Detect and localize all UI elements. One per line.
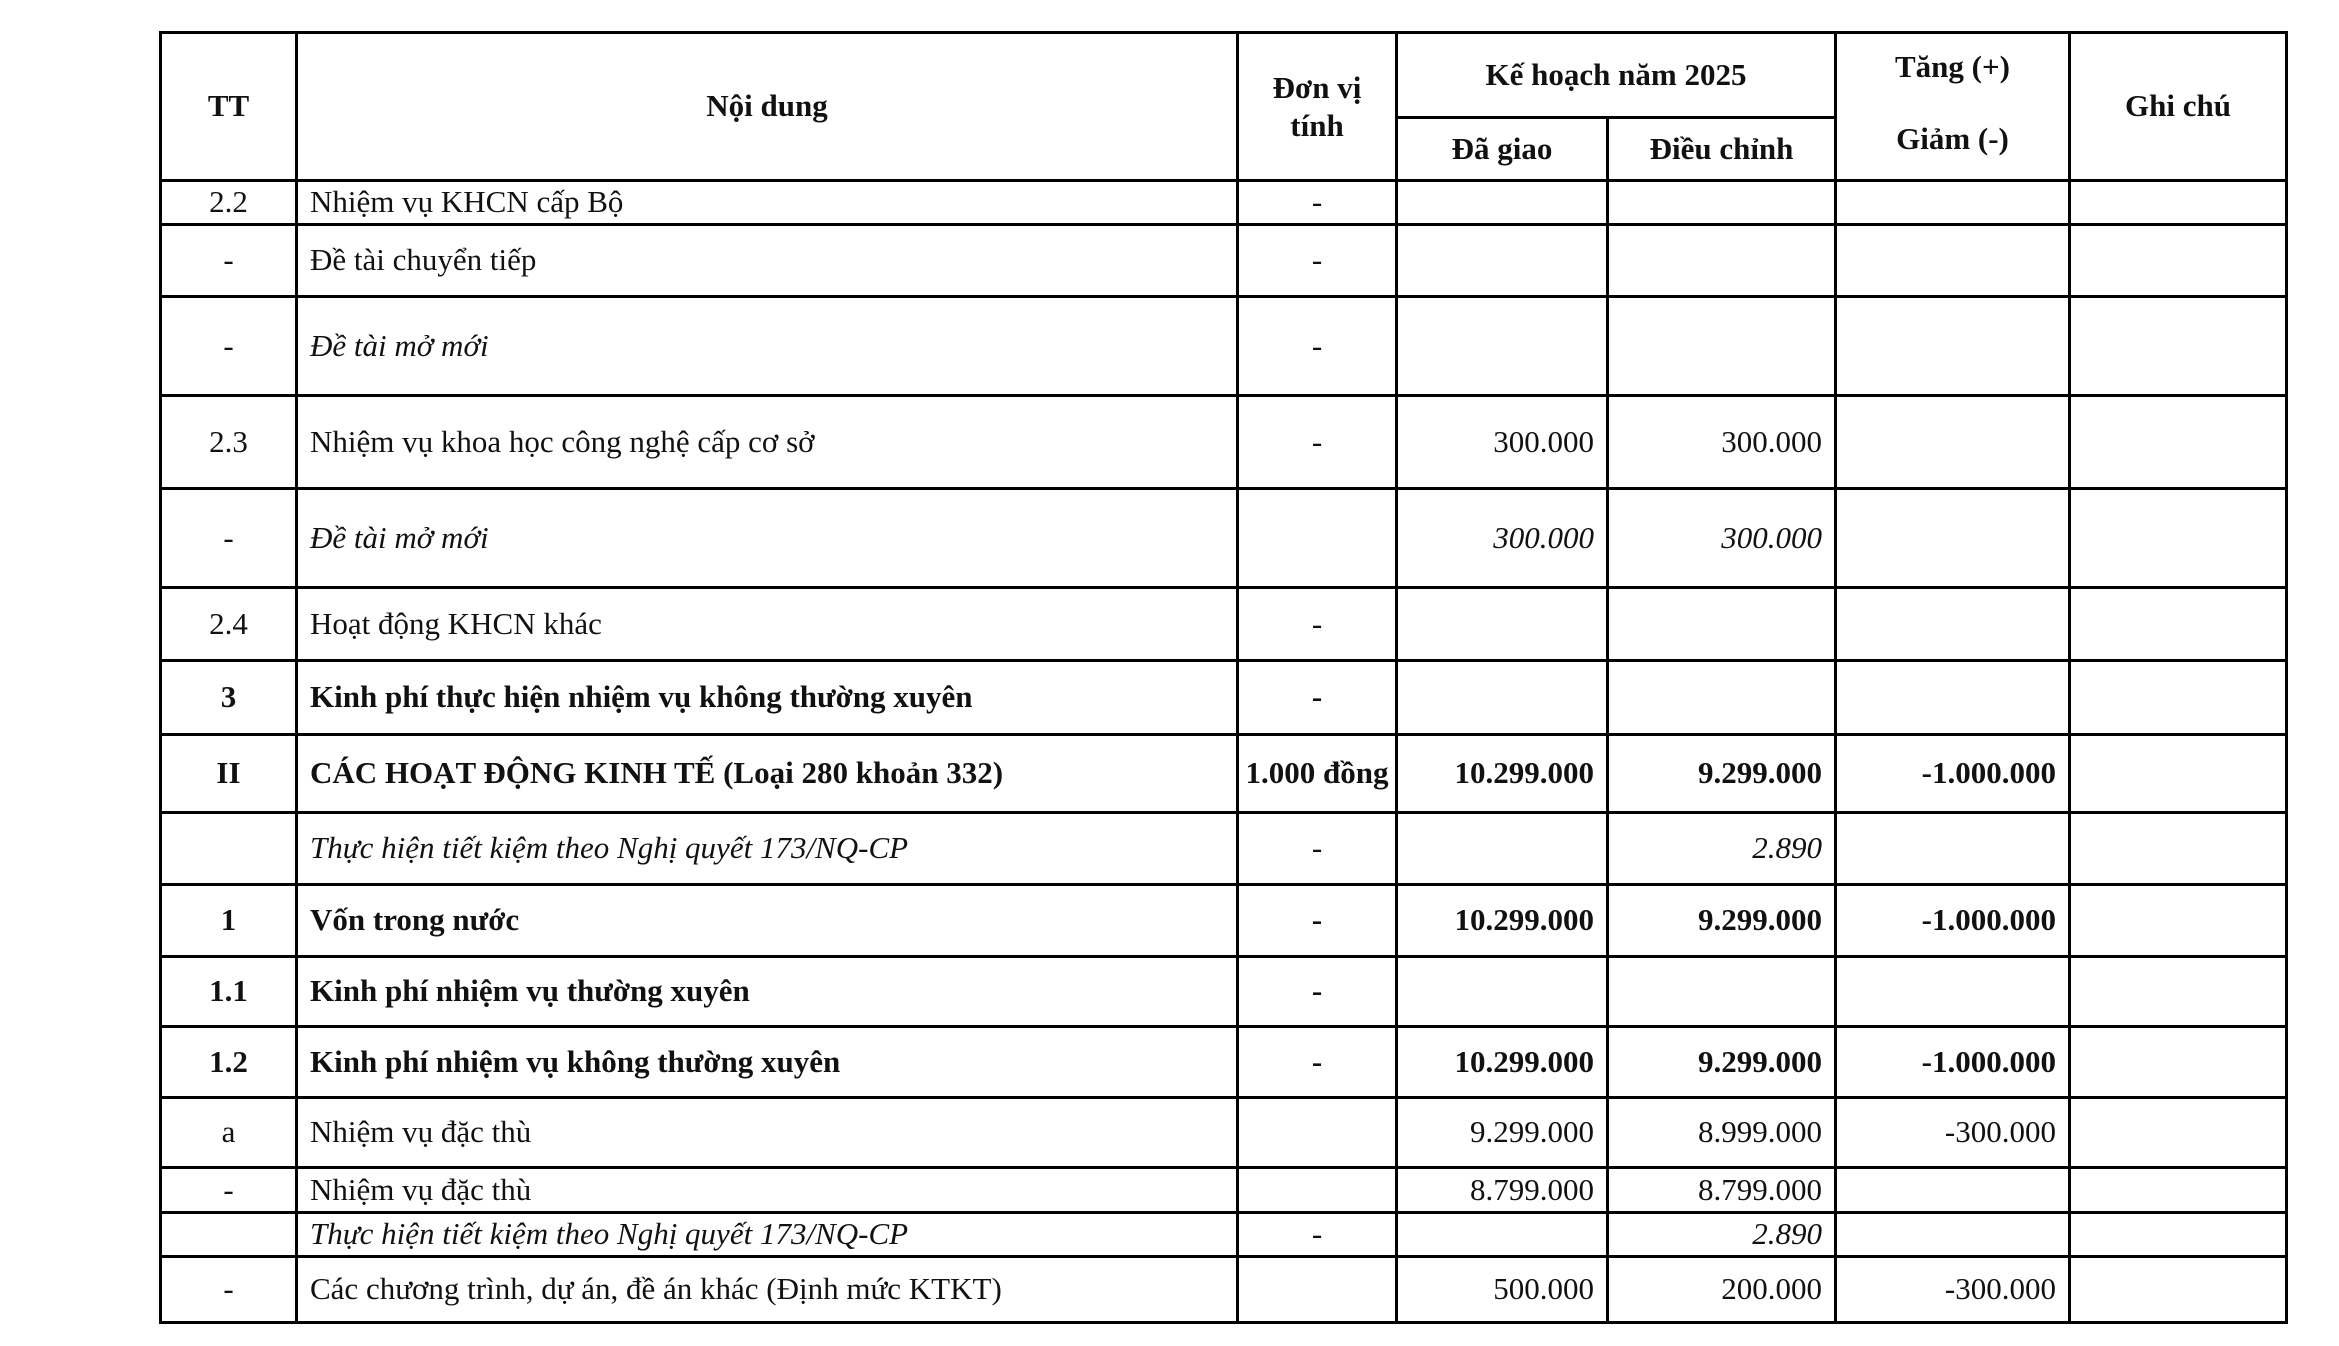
row-tt: 1.1 [161, 957, 297, 1027]
row-change: -300.000 [1836, 1257, 2070, 1323]
row-content: Nhiệm vụ KHCN cấp Bộ [297, 181, 1238, 225]
row-content: Đề tài mở mới [297, 489, 1238, 588]
row-content: Vốn trong nước [297, 885, 1238, 957]
row-tt: 1.2 [161, 1027, 297, 1098]
row-note [2070, 735, 2287, 813]
row-adjusted: 300.000 [1608, 396, 1836, 489]
table-row [161, 1168, 2287, 1213]
row-assigned [1397, 588, 1608, 661]
row-content: CÁC HOẠT ĐỘNG KINH TẾ (Loại 280 khoản 332) [297, 735, 1238, 813]
row-unit [1238, 1168, 1397, 1213]
table-row [161, 813, 2287, 885]
row-tt: - [161, 1257, 297, 1323]
row-adjusted: 9.299.000 [1608, 885, 1836, 957]
row-note [2070, 588, 2287, 661]
table-row [161, 181, 2287, 225]
row-change [1836, 588, 2070, 661]
row-content: Hoạt động KHCN khác [297, 588, 1238, 661]
header-content: Nội dung [297, 33, 1238, 181]
table-row [161, 735, 2287, 813]
row-note [2070, 297, 2287, 396]
row-adjusted [1608, 661, 1836, 735]
row-assigned [1397, 1213, 1608, 1257]
row-note [2070, 1027, 2287, 1098]
row-adjusted: 9.299.000 [1608, 735, 1836, 813]
row-assigned [1397, 813, 1608, 885]
row-tt: 2.2 [161, 181, 297, 225]
row-unit: - [1238, 661, 1397, 735]
header-change-increase: Tăng (+) [1895, 49, 2010, 84]
row-content: Nhiệm vụ đặc thù [297, 1168, 1238, 1213]
row-adjusted: 8.799.000 [1608, 1168, 1836, 1213]
table-row [161, 225, 2287, 297]
row-tt: 2.4 [161, 588, 297, 661]
row-content: Các chương trình, dự án, đề án khác (Định mức KTKT) [297, 1257, 1238, 1323]
row-unit: - [1238, 225, 1397, 297]
row-assigned: 9.299.000 [1397, 1098, 1608, 1168]
row-tt [161, 1213, 297, 1257]
row-assigned: 10.299.000 [1397, 735, 1608, 813]
row-note [2070, 1257, 2287, 1323]
row-tt: - [161, 1168, 297, 1213]
row-unit: - [1238, 297, 1397, 396]
row-change [1836, 225, 2070, 297]
header-adjusted: Điều chỉnh [1608, 118, 1836, 181]
row-unit: - [1238, 957, 1397, 1027]
row-unit: - [1238, 396, 1397, 489]
row-unit: - [1238, 588, 1397, 661]
row-assigned [1397, 297, 1608, 396]
row-content: Kinh phí thực hiện nhiệm vụ không thường xuyên [297, 661, 1238, 735]
row-note [2070, 1168, 2287, 1213]
row-note [2070, 396, 2287, 489]
row-note [2070, 1098, 2287, 1168]
row-change: -1.000.000 [1836, 735, 2070, 813]
row-note [2070, 813, 2287, 885]
row-change [1836, 181, 2070, 225]
row-unit: - [1238, 181, 1397, 225]
row-adjusted [1608, 957, 1836, 1027]
row-content: Thực hiện tiết kiệm theo Nghị quyết 173/NQ-CP [297, 813, 1238, 885]
row-tt: 1 [161, 885, 297, 957]
row-content: Kinh phí nhiệm vụ thường xuyên [297, 957, 1238, 1027]
row-tt: 2.3 [161, 396, 297, 489]
table-row [161, 661, 2287, 735]
row-tt [161, 813, 297, 885]
row-assigned: 8.799.000 [1397, 1168, 1608, 1213]
header-unit-label: Đơn vị tính [1272, 70, 1362, 143]
row-unit: - [1238, 1027, 1397, 1098]
row-adjusted [1608, 225, 1836, 297]
row-assigned [1397, 957, 1608, 1027]
row-adjusted: 9.299.000 [1608, 1027, 1836, 1098]
row-adjusted: 2.890 [1608, 813, 1836, 885]
row-adjusted: 2.890 [1608, 1213, 1836, 1257]
row-note [2070, 661, 2287, 735]
table-body [161, 181, 2287, 1323]
row-change [1836, 957, 2070, 1027]
table-row [161, 297, 2287, 396]
table-row [161, 885, 2287, 957]
table-row [161, 1027, 2287, 1098]
row-tt: a [161, 1098, 297, 1168]
row-note [2070, 885, 2287, 957]
table-row [161, 1098, 2287, 1168]
row-assigned [1397, 225, 1608, 297]
row-adjusted [1608, 588, 1836, 661]
table-row [161, 1257, 2287, 1323]
header-assigned: Đã giao [1397, 118, 1608, 181]
header-note: Ghi chú [2070, 33, 2287, 181]
row-note [2070, 957, 2287, 1027]
row-content: Đề tài mở mới [297, 297, 1238, 396]
table-row [161, 957, 2287, 1027]
row-change [1836, 813, 2070, 885]
row-assigned: 10.299.000 [1397, 1027, 1608, 1098]
row-note [2070, 489, 2287, 588]
budget-table [159, 31, 2288, 1324]
row-unit: 1.000 đồng [1238, 735, 1397, 813]
row-tt: - [161, 297, 297, 396]
row-assigned [1397, 181, 1608, 225]
row-tt: II [161, 735, 297, 813]
header-tt: TT [161, 33, 297, 181]
row-change: -1.000.000 [1836, 1027, 2070, 1098]
row-assigned [1397, 661, 1608, 735]
row-content: Nhiệm vụ khoa học công nghệ cấp cơ sở [297, 396, 1238, 489]
row-change [1836, 489, 2070, 588]
table-row [161, 396, 2287, 489]
row-adjusted [1608, 181, 1836, 225]
row-content: Nhiệm vụ đặc thù [297, 1098, 1238, 1168]
row-change [1836, 1213, 2070, 1257]
row-assigned: 10.299.000 [1397, 885, 1608, 957]
row-tt: - [161, 225, 297, 297]
table-row [161, 588, 2287, 661]
row-change: -1.000.000 [1836, 885, 2070, 957]
row-change [1836, 661, 2070, 735]
row-change: -300.000 [1836, 1098, 2070, 1168]
row-change [1836, 297, 2070, 396]
row-note [2070, 1213, 2287, 1257]
row-assigned: 300.000 [1397, 396, 1608, 489]
row-change [1836, 396, 2070, 489]
row-unit [1238, 489, 1397, 588]
row-content: Đề tài chuyển tiếp [297, 225, 1238, 297]
table-row [161, 489, 2287, 588]
row-content: Kinh phí nhiệm vụ không thường xuyên [297, 1027, 1238, 1098]
row-unit: - [1238, 885, 1397, 957]
row-unit [1238, 1098, 1397, 1168]
row-adjusted [1608, 297, 1836, 396]
row-unit [1238, 1257, 1397, 1323]
row-tt: - [161, 489, 297, 588]
row-note [2070, 225, 2287, 297]
row-unit: - [1238, 813, 1397, 885]
row-note [2070, 181, 2287, 225]
row-assigned: 300.000 [1397, 489, 1608, 588]
row-tt: 3 [161, 661, 297, 735]
header-change-decrease: Giảm (-) [1896, 121, 2009, 156]
header-unit [1238, 33, 1397, 181]
row-adjusted: 8.999.000 [1608, 1098, 1836, 1168]
table-row [161, 1213, 2287, 1257]
row-assigned: 500.000 [1397, 1257, 1608, 1323]
header-change [1836, 33, 2070, 181]
row-unit: - [1238, 1213, 1397, 1257]
row-adjusted: 300.000 [1608, 489, 1836, 588]
row-change [1836, 1168, 2070, 1213]
row-adjusted: 200.000 [1608, 1257, 1836, 1323]
header-plan-group: Kế hoạch năm 2025 [1397, 33, 1836, 118]
row-content: Thực hiện tiết kiệm theo Nghị quyết 173/NQ-CP [297, 1213, 1238, 1257]
table-header [161, 33, 2287, 181]
